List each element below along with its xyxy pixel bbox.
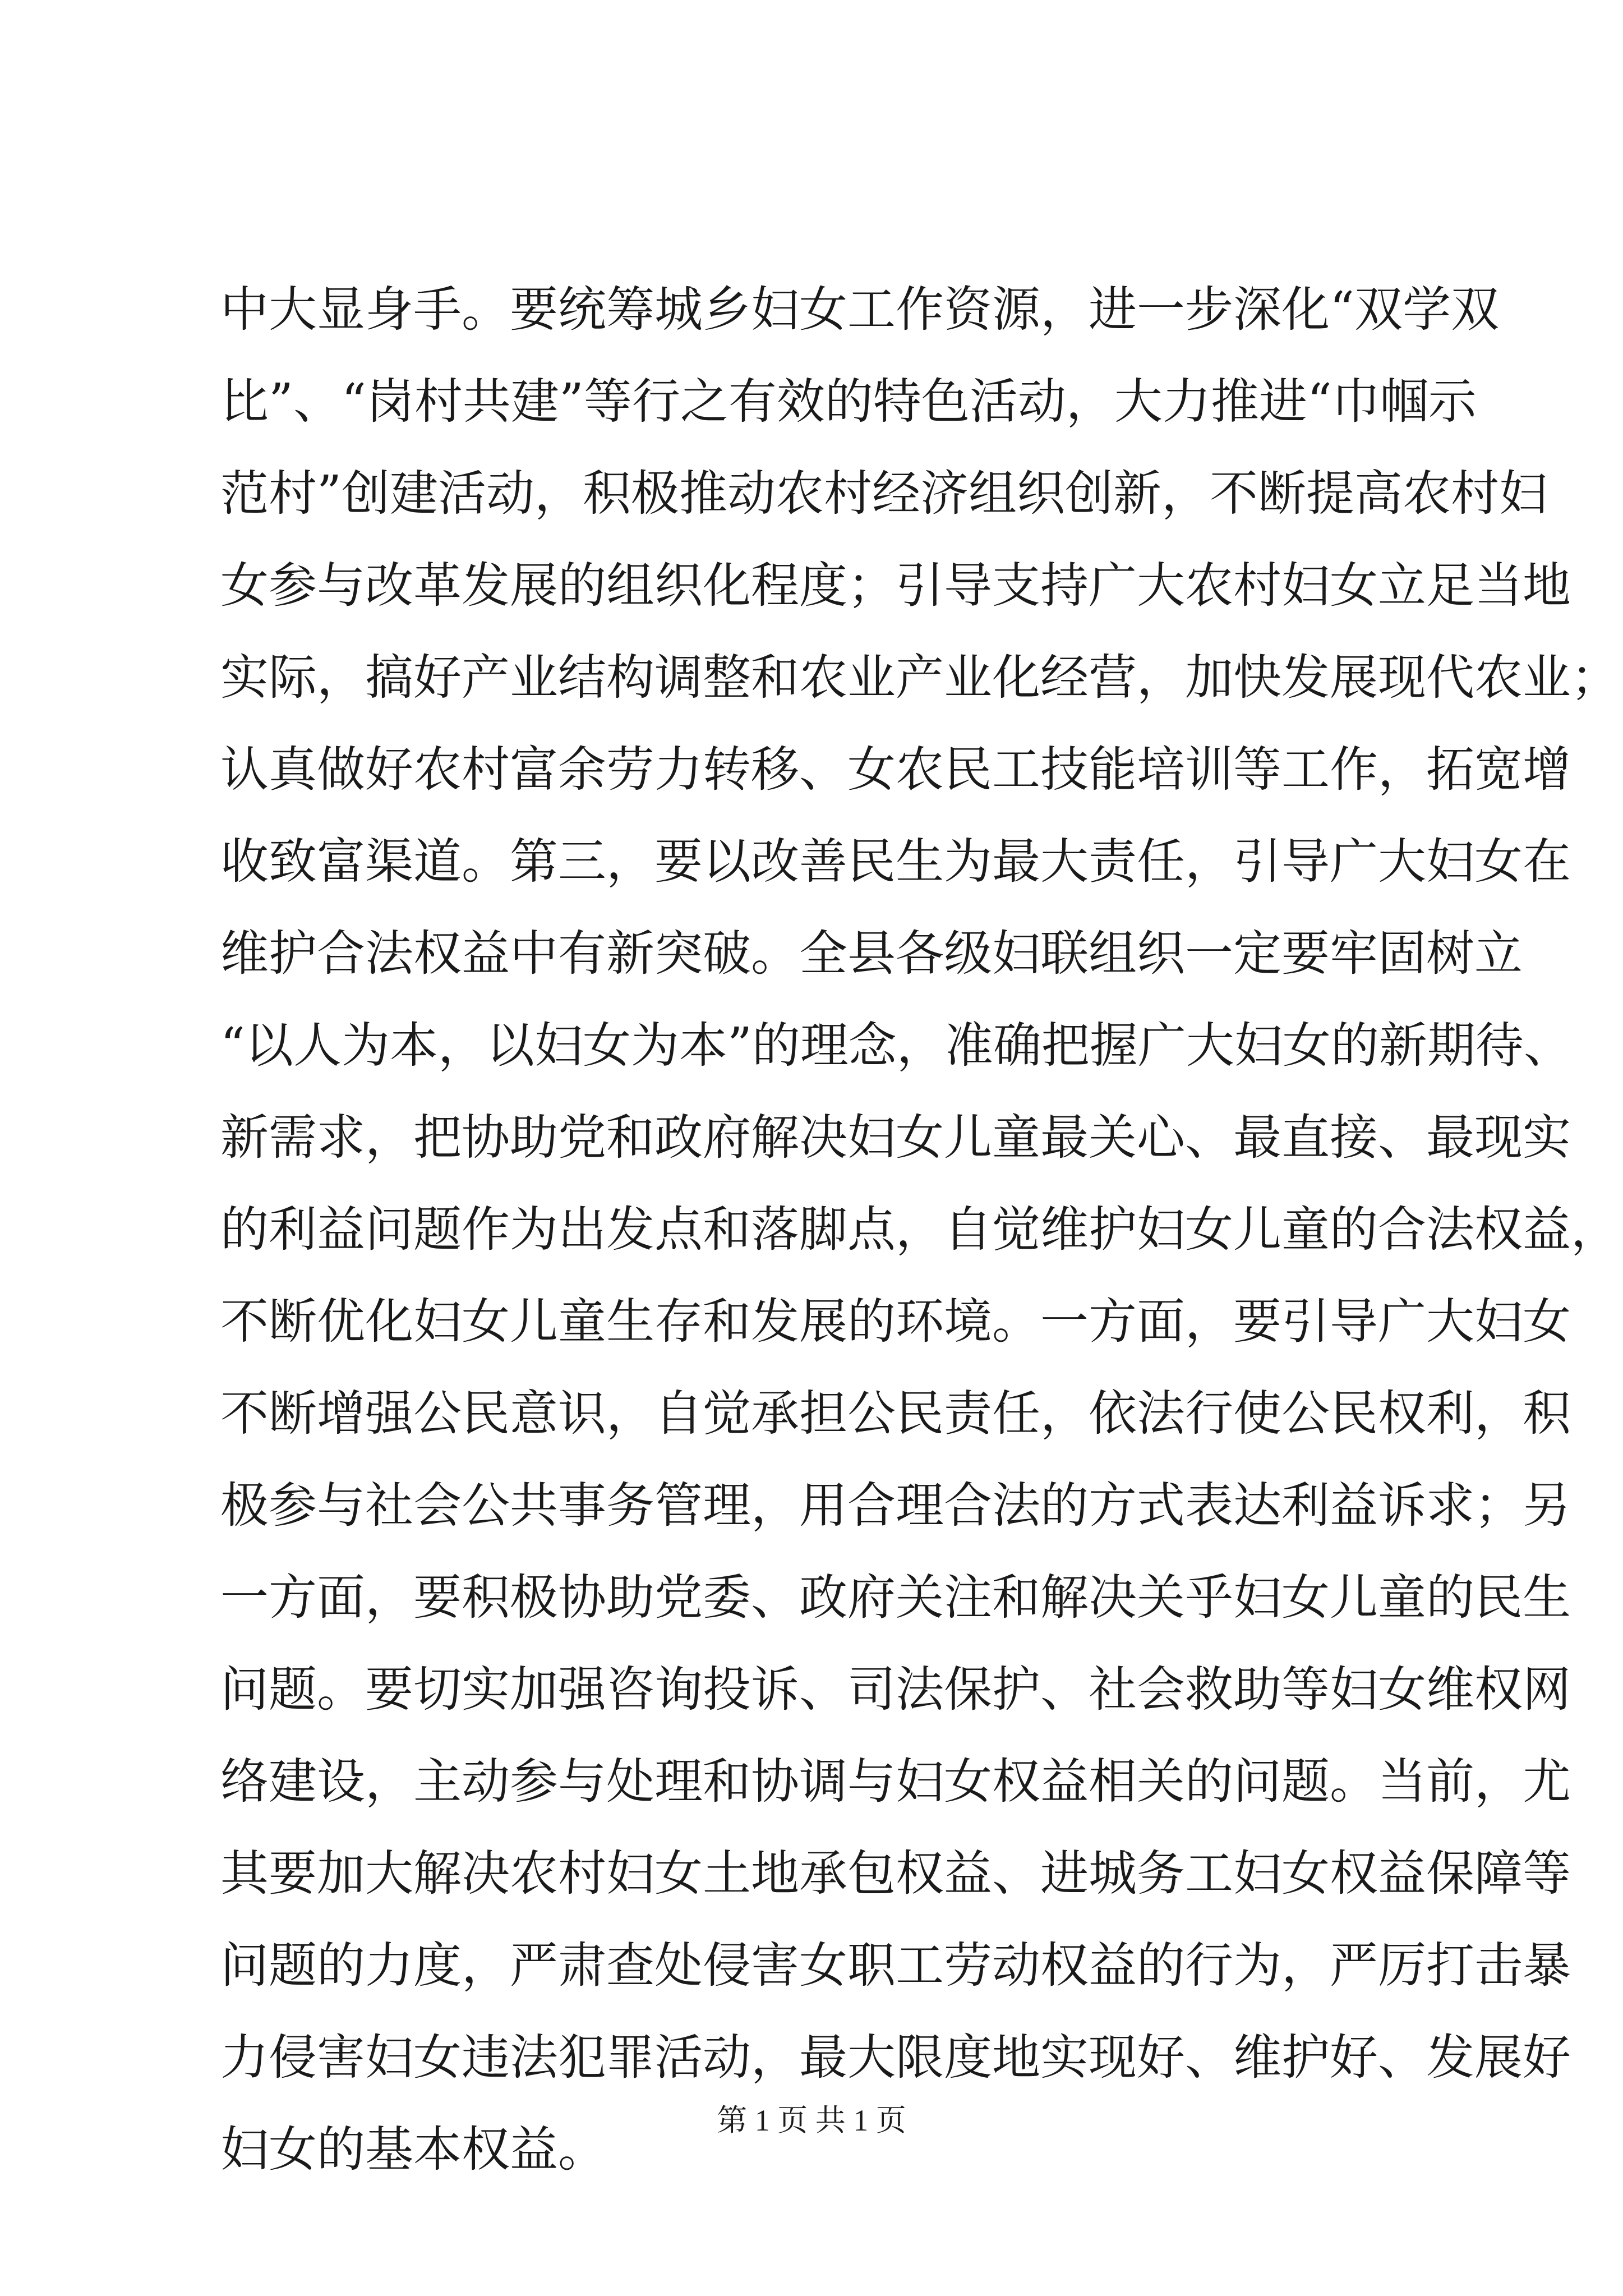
text-line: 认真做好农村富余劳力转移、女农民工技能培训等工作，拓宽增 <box>220 742 1571 798</box>
text-line: “以人为本，以妇女为本”的理念，准确把握广大妇女的新期待、 <box>220 1018 1572 1074</box>
text-line: 络建设，主动参与处理和协调与妇女权益相关的问题。当前，尤 <box>220 1754 1571 1810</box>
body-text <box>220 264 1619 2196</box>
text-line: 一方面，要积极协助党委、政府关注和解决关乎妇女儿童的民生 <box>220 1570 1571 1626</box>
text-line: 实际，搞好产业结构调整和农业产业化经营，加快发展现代农业； <box>220 650 1619 706</box>
page-footer <box>0 2101 1623 2140</box>
text-line: 其要加大解决农村妇女土地承包权益、进城务工妇女权益保障等 <box>220 1846 1571 1902</box>
text-line: 维护合法权益中有新突破。全县各级妇联组织一定要牢固树立 <box>220 926 1523 982</box>
text-line: 力侵害妇女违法犯罪活动，最大限度地实现好、维护好、发展好 <box>220 2030 1571 2086</box>
text-line: 收致富渠道。第三，要以改善民生为最大责任，引导广大妇女在 <box>220 834 1571 890</box>
text-line: 妇女的基本权益。 <box>220 2122 606 2178</box>
text-line: 问题的力度，严肃查处侵害女职工劳动权益的行为，严厉打击暴 <box>220 1938 1571 1994</box>
text-line: 的利益问题作为出发点和落脚点，自觉维护妇女儿童的合法权益， <box>220 1202 1619 1258</box>
text-line: 新需求，把协助党和政府解决妇女儿童最关心、最直接、最现实 <box>220 1110 1571 1166</box>
text-line: 极参与社会公共事务管理，用合理合法的方式表达利益诉求；另 <box>220 1478 1571 1534</box>
text-line: 问题。要切实加强咨询投诉、司法保护、社会救助等妇女维权网 <box>220 1662 1571 1718</box>
text-line: 女参与改革发展的组织化程度；引导支持广大农村妇女立足当地 <box>220 558 1571 614</box>
text-line: 不断优化妇女儿童生存和发展的环境。一方面，要引导广大妇女 <box>220 1294 1571 1350</box>
text-line: 不断增强公民意识，自觉承担公民责任，依法行使公民权利，积 <box>220 1386 1571 1442</box>
page-number-label: 第 1 页 共 1 页 <box>717 2104 906 2137</box>
text-line: 范村”创建活动，积极推动农村经济组织创新，不断提高农村妇 <box>220 466 1547 522</box>
text-line: 中大显身手。要统筹城乡妇女工作资源，进一步深化“双学双 <box>220 282 1499 338</box>
text-line: 比”、“岗村共建”等行之有效的特色活动，大力推进“巾帼示 <box>220 374 1477 430</box>
